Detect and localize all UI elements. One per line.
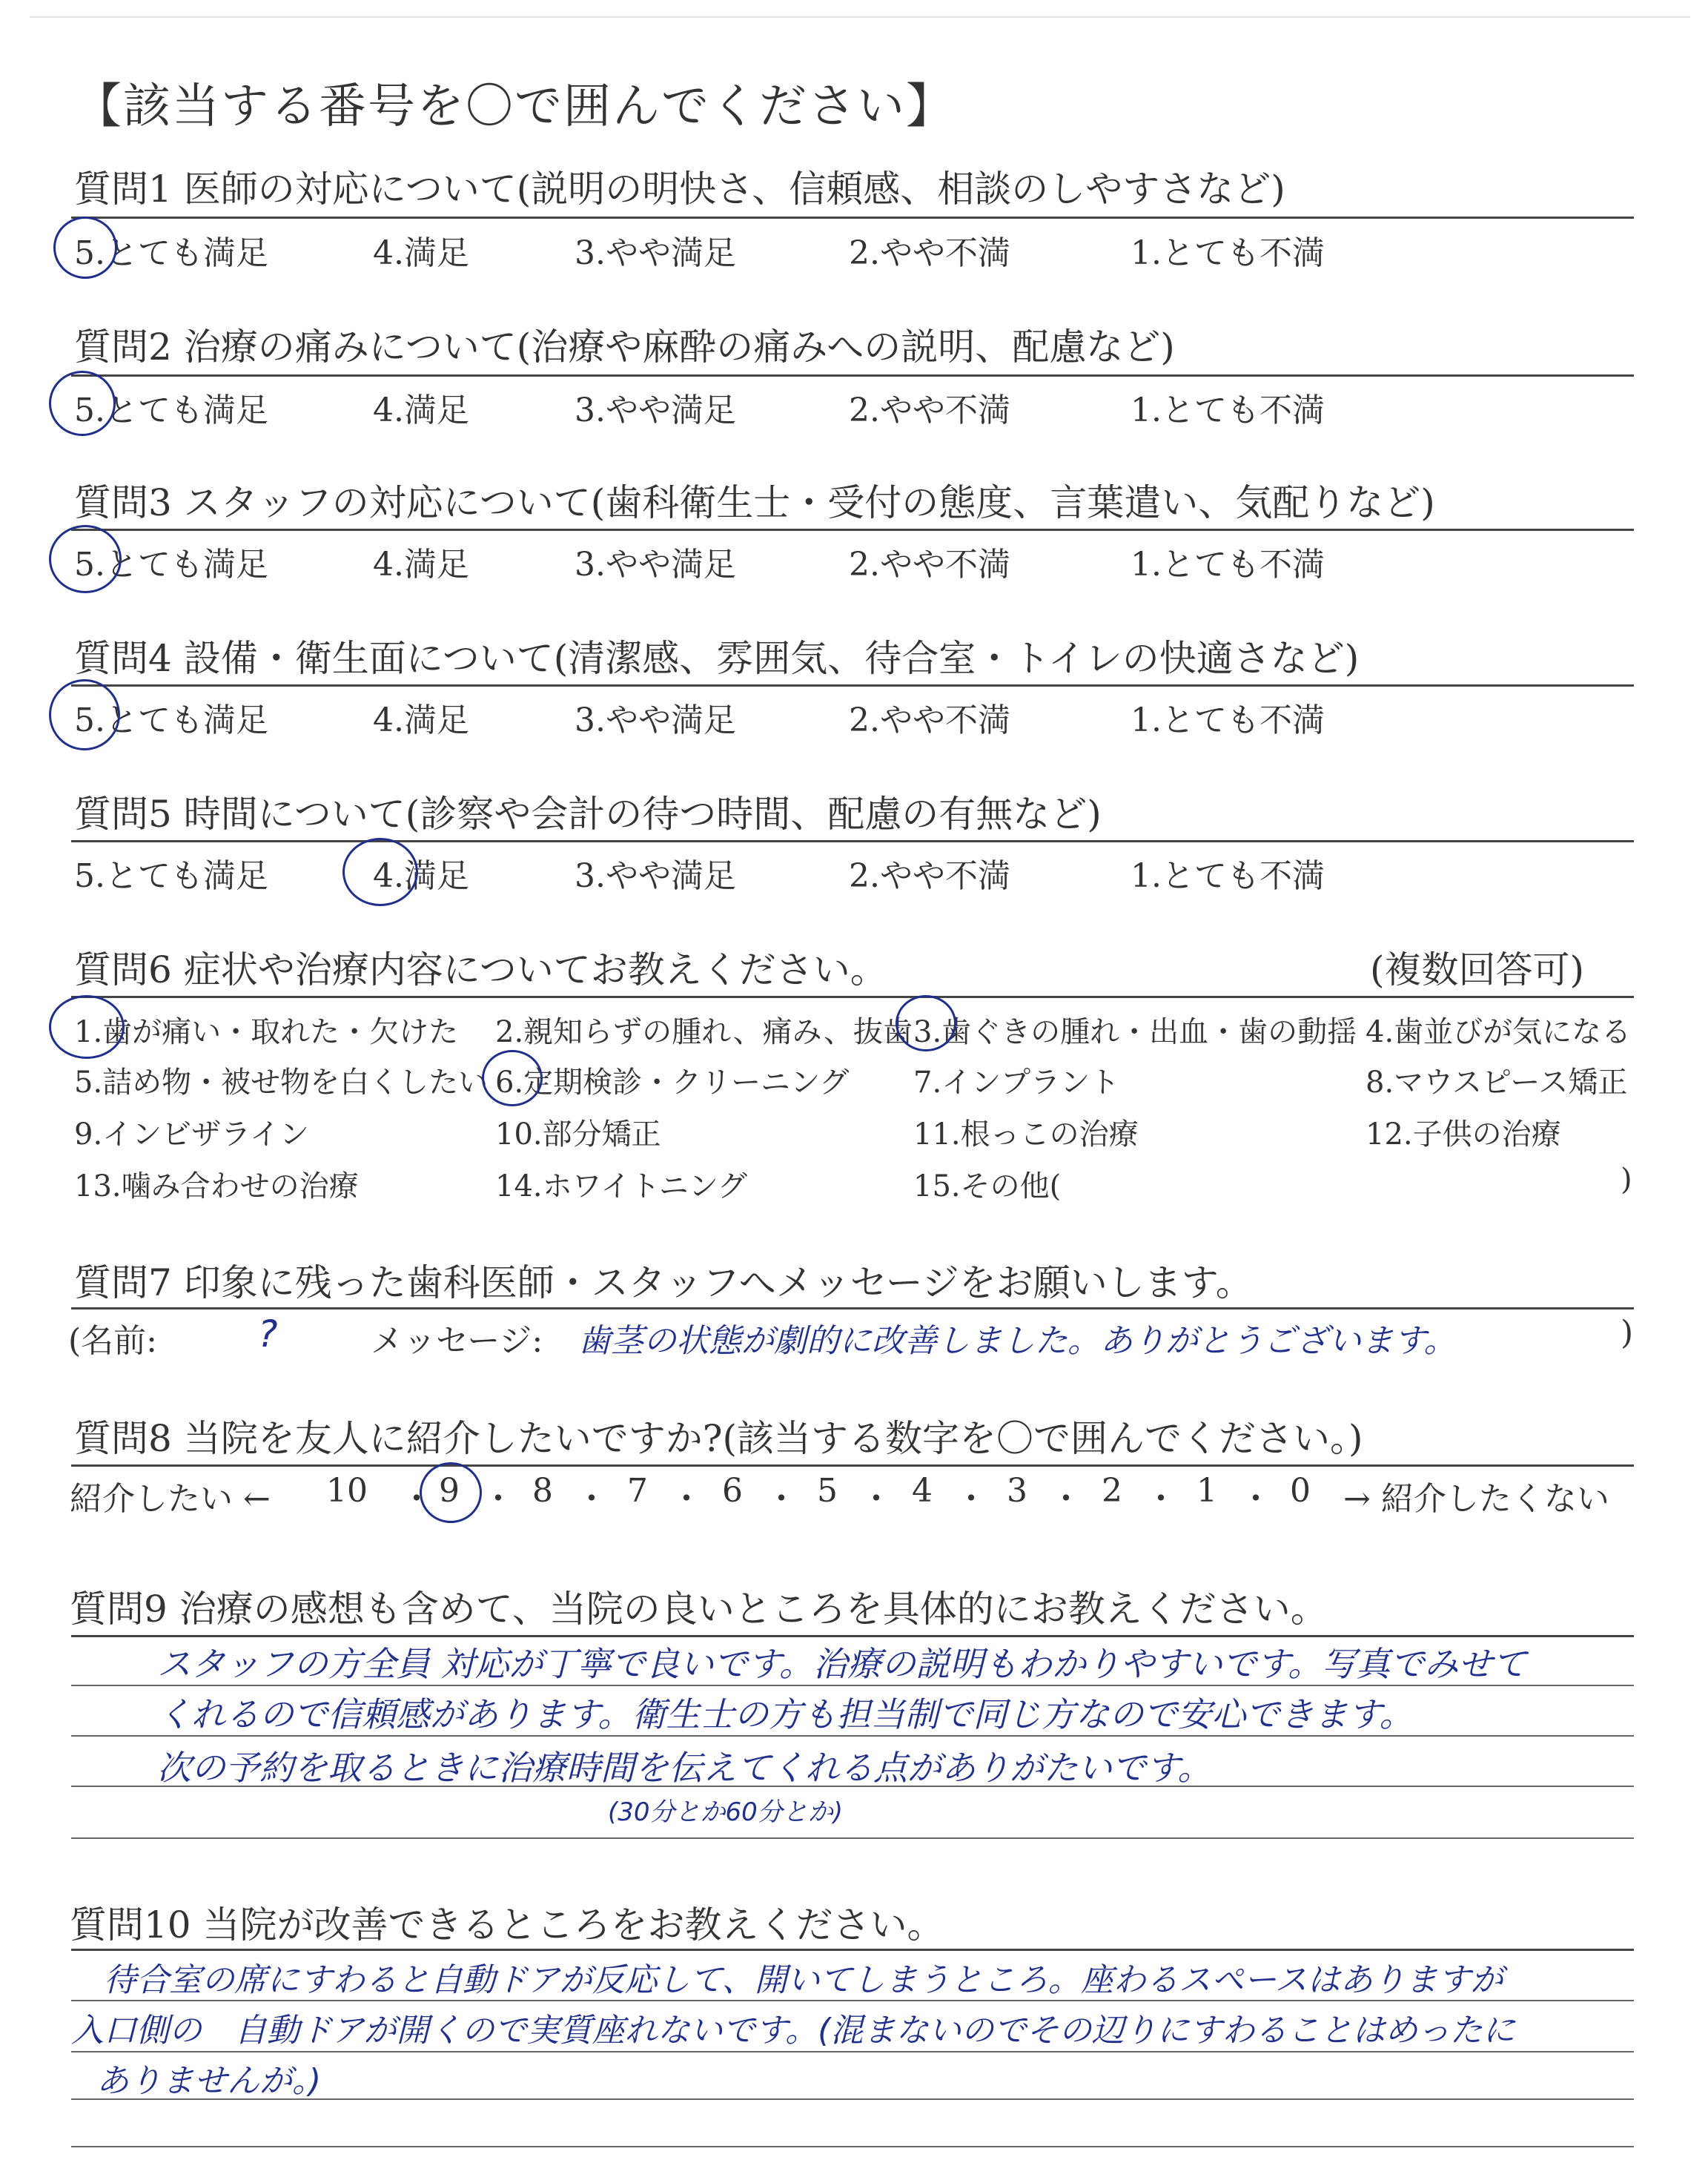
q7-name-value[interactable]: ? [258,1312,278,1355]
q6-answer-circle-6 [482,1050,543,1106]
q2-option-5[interactable]: 5.とても満足 [74,392,268,429]
q6-option-3[interactable]: 3.歯ぐきの腫れ・出血・歯の動揺 [913,1015,1357,1049]
q8-right-label: → 紹介したくない [1343,1480,1609,1518]
q3-answer-circle [49,525,122,593]
q5-option-2[interactable]: 2.やや不満 [849,857,1010,895]
q10-answer-line-3[interactable]: ありませんが。) [96,2062,322,2100]
q10-rule-5 [71,2146,1634,2147]
q3-option-1[interactable]: 1.とても不満 [1131,546,1325,584]
q5-option-3[interactable]: 3.やや満足 [575,857,736,895]
q9-answer-line-4[interactable]: (30分とか60分とか) [608,1797,844,1827]
q8-scale-4[interactable]: 4 [912,1472,933,1510]
q4-option-2[interactable]: 2.やや不満 [849,701,1010,739]
q8-dot: ・ [955,1480,987,1518]
q8-dot: ・ [1239,1480,1272,1518]
q2-option-2[interactable]: 2.やや不満 [849,392,1010,429]
q4-label: 質問4 設備・衛生面について(清潔感、雰囲気、待合室・トイレの快適さなど) [74,637,1360,680]
q5-rule [71,840,1634,842]
q6-option-9[interactable]: 9.インビザライン [74,1117,309,1152]
q8-left-label: 紹介したい ← [70,1480,271,1518]
q8-answer-circle [420,1462,482,1523]
q9-answer-line-3[interactable]: 次の予約を取るときに治療時間を伝えてくれる点がありがたいです。 [157,1748,1212,1788]
q2-label: 質問2 治療の痛みについて(治療や麻酔の痛みへの説明、配慮など) [74,326,1175,369]
q8-scale-3[interactable]: 3 [1007,1472,1027,1510]
q7-close-paren: ) [1621,1314,1634,1352]
q3-option-3[interactable]: 3.やや満足 [575,546,736,584]
q8-dot: ・ [400,1480,433,1518]
q3-option-5[interactable]: 5.とても満足 [74,546,268,584]
q8-dot: ・ [575,1480,608,1518]
q3-option-2[interactable]: 2.やや不満 [849,546,1010,584]
q6-option-8[interactable]: 8.マウスピース矯正 [1366,1066,1628,1100]
q9-label: 質問9 治療の感想も含めて、当院の良いところを具体的にお教えください。 [70,1588,1328,1631]
q3-rule [71,529,1634,531]
q2-option-3[interactable]: 3.やや満足 [575,392,736,429]
q10-rule-1 [71,1949,1634,1951]
q6-option-15[interactable]: 15.その他( [913,1169,1062,1203]
q9-answer-line-2[interactable]: くれるので信頼感があります。衛生士の方も担当制で同じ方なので安心できます。 [157,1694,1414,1734]
q8-dot: ・ [860,1480,893,1518]
q6-note: (複数回答可) [1370,948,1585,991]
q4-option-4[interactable]: 4.満足 [373,701,469,739]
q4-answer-circle [49,679,120,750]
q8-dot: ・ [1050,1480,1082,1518]
q6-rule [71,996,1634,998]
q8-label: 質問8 当院を友人に紹介したいですか?(該当する数字を〇で囲んでください。) [74,1417,1363,1460]
q6-answer-circle-3 [896,995,956,1051]
q8-scale-6[interactable]: 6 [722,1472,743,1510]
q2-answer-circle [49,371,116,436]
q2-rule [71,374,1634,377]
q6-option-6[interactable]: 6.定期検診・クリーニング [495,1066,850,1100]
q1-label: 質問1 医師の対応について(説明の明快さ、信頼感、相談のしやすさなど) [74,168,1285,211]
q10-answer-line-2[interactable]: 入口側の 自動ドアが開くので実質座れないです。(混まないのでその辺りにすわることはめったに [71,2012,1515,2050]
q2-option-1[interactable]: 1.とても不満 [1131,392,1325,429]
q8-dot: ・ [670,1480,703,1518]
q1-answer-circle [53,217,117,279]
q8-dot: ・ [1145,1480,1177,1518]
q4-option-1[interactable]: 1.とても不満 [1131,701,1325,739]
q6-option-1[interactable]: 1.歯が痛い・取れた・欠けた [74,1015,459,1049]
q3-option-4[interactable]: 4.満足 [373,546,469,584]
q8-dot: ・ [765,1480,798,1518]
q1-option-1[interactable]: 1.とても不満 [1131,234,1325,272]
q6-option-5[interactable]: 5.詰め物・被せ物を白くしたい [74,1066,489,1100]
q8-scale-7[interactable]: 7 [627,1472,648,1510]
q1-option-5[interactable]: 5.とても満足 [74,234,268,272]
q8-scale-5[interactable]: 5 [817,1472,838,1510]
q1-option-4[interactable]: 4.満足 [373,234,469,272]
q8-scale-8[interactable]: 8 [532,1472,553,1510]
q10-answer-line-1[interactable]: 待合室の席にすわると自動ドアが反応して、開いてしまうところ。座わるスペースはありますが [104,1961,1503,1999]
q4-rule [71,684,1634,687]
q8-dot: ・ [482,1480,514,1518]
q1-option-3[interactable]: 3.やや満足 [575,234,736,272]
q6-other-close-paren: ) [1621,1163,1632,1197]
q5-answer-circle [342,838,418,906]
q1-rule [71,217,1634,219]
q10-rule-3 [71,2051,1634,2052]
q6-option-7[interactable]: 7.インプラント [913,1066,1120,1100]
q1-option-2[interactable]: 2.やや不満 [849,234,1010,272]
q8-scale-10[interactable]: 10 [326,1472,368,1510]
q5-option-4[interactable]: 4.満足 [373,857,469,895]
q7-label: 質問7 印象に残った歯科医師・スタッフへメッセージをお願いします。 [74,1261,1253,1304]
q10-label: 質問10 当院が改善できるところをお教えください。 [70,1903,944,1946]
q6-option-4[interactable]: 4.歯並びが気になる [1366,1015,1632,1049]
q7-message-label: メッセージ: [371,1322,543,1360]
q5-option-1[interactable]: 1.とても不満 [1131,857,1325,895]
q6-answer-circle-1 [49,995,125,1059]
q6-option-10[interactable]: 10.部分矯正 [495,1117,661,1152]
q8-rule [71,1464,1634,1467]
q6-option-2[interactable]: 2.親知らずの腫れ、痛み、抜歯 [495,1015,913,1049]
q8-scale-9[interactable]: 9 [439,1472,460,1510]
q6-option-11[interactable]: 11.根っこの治療 [913,1117,1139,1152]
page-title: 【該当する番号を〇で囲んでください】 [74,79,955,134]
q8-scale-1[interactable]: 1 [1196,1472,1217,1510]
q2-option-4[interactable]: 4.満足 [373,392,469,429]
q9-rule-5 [71,1837,1634,1839]
q7-message-value[interactable]: 歯茎の状態が劇的に改善しました。ありがとうございます。 [578,1322,1457,1360]
q5-option-5[interactable]: 5.とても満足 [74,857,268,895]
q5-label: 質問5 時間について(診察や会計の待つ時間、配慮の有無など) [74,793,1102,836]
q8-scale-2[interactable]: 2 [1102,1472,1122,1510]
q3-label: 質問3 スタッフの対応について(歯科衛生士・受付の態度、言葉遣い、気配りなど) [74,481,1435,524]
q7-rule [71,1307,1634,1309]
q8-scale-0[interactable]: 0 [1290,1472,1311,1510]
q6-option-13[interactable]: 13.噛み合わせの治療 [74,1169,359,1203]
q6-option-14[interactable]: 14.ホワイトニング [495,1169,748,1203]
q9-answer-line-1[interactable]: スタッフの方全員 対応が丁寧で良いです。治療の説明もわかりやすいです。写真でみせて [157,1644,1527,1684]
q4-option-3[interactable]: 3.やや満足 [575,701,736,739]
top-edge-line [30,16,1690,18]
q6-option-12[interactable]: 12.子供の治療 [1366,1117,1561,1152]
q6-label: 質問6 症状や治療内容についてお教えください。 [74,948,887,991]
q4-option-5[interactable]: 5.とても満足 [74,701,268,739]
q7-name-label: (名前: [68,1322,157,1360]
